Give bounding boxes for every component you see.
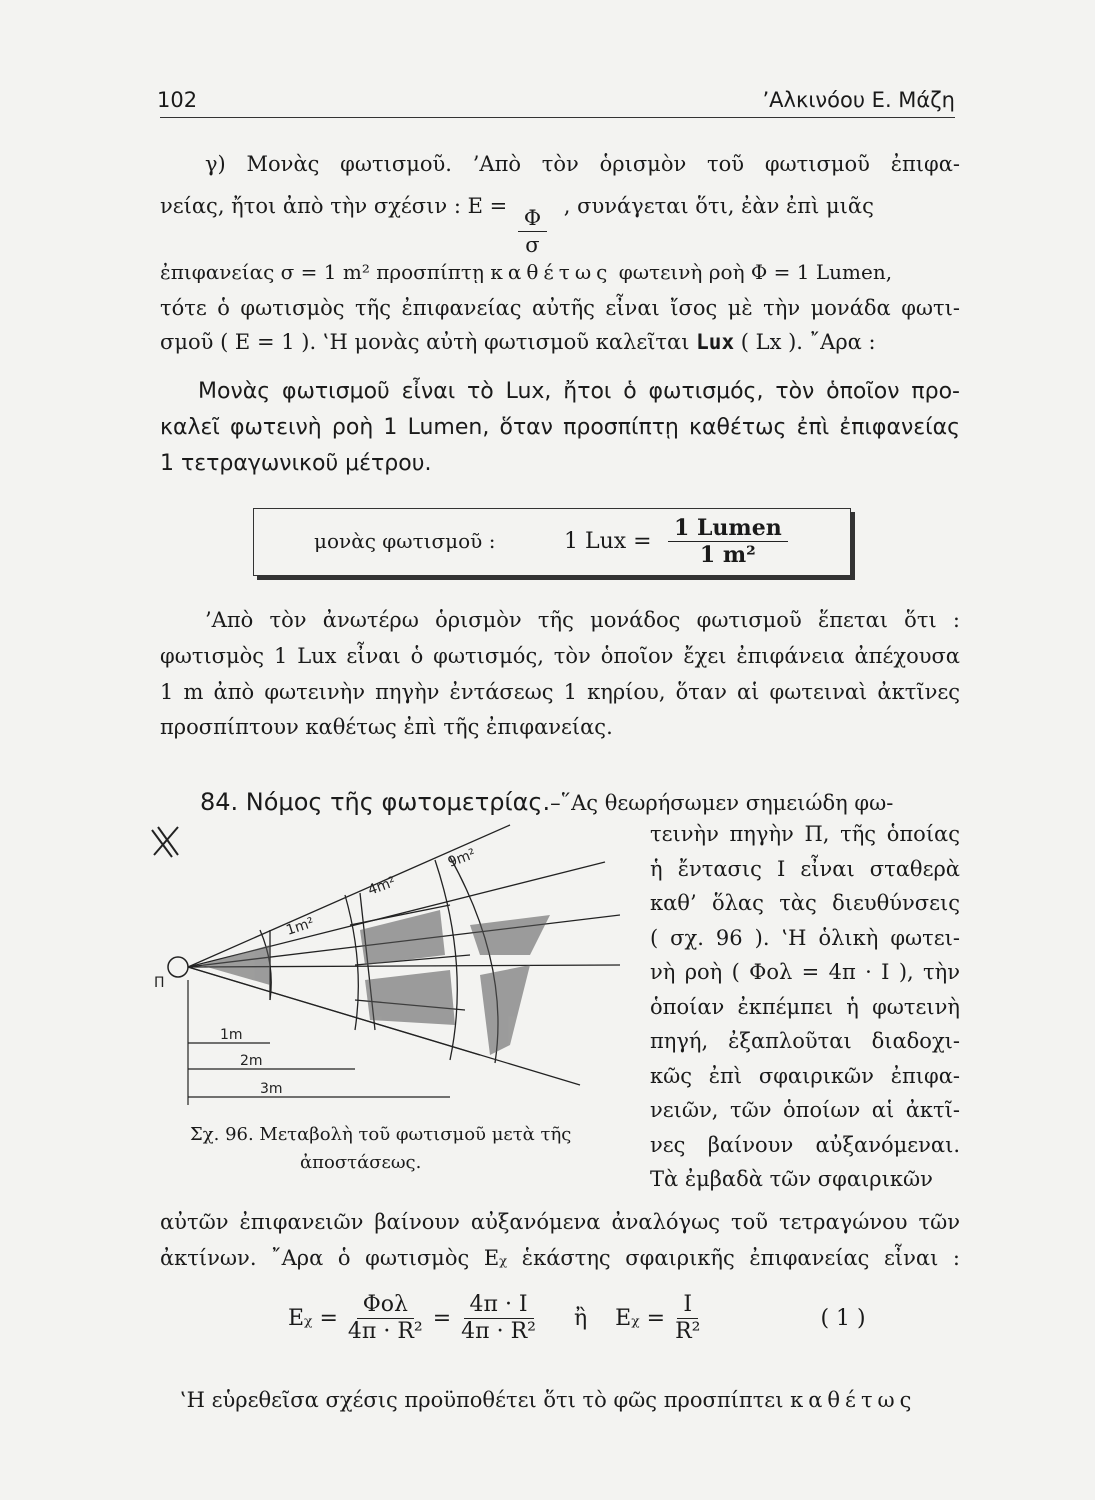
text-segment: σμοῦ ( Ε = 1 ). ‛Η μονὰς αὐτὴ φωτισμοῦ καλεῖται [160, 330, 690, 354]
fraction-denominator: 4π · R² [347, 1319, 423, 1344]
figure-caption-line2: ἀποστάσεως. [300, 1152, 422, 1173]
hatch-region [470, 915, 550, 955]
fraction-denominator: σ [525, 233, 540, 257]
text-segment: ( Lx ). ῎Αρα : [740, 330, 876, 354]
right-column-line: νες βαίνουν αὐξανόμεναι. [650, 1132, 960, 1157]
right-column-line: νὴ ροὴ ( Φολ = 4π · Ι ), τὴν [650, 960, 960, 984]
equation-number: ( 1 ) [820, 1306, 866, 1331]
text-segment: , συνάγεται ὅτι, ἐὰν ἐπὶ μιᾶς [563, 194, 874, 218]
figure-96-diagram [150, 815, 620, 1115]
definition-line2: καλεῖ φωτεινὴ ροὴ 1 Lumen, ὅταν προσπίπτῃ καθέτως ἐπὶ ἐπιφανείας [160, 415, 960, 440]
definition-line3: 1 τετραγωνικοῦ μέτρου. [160, 451, 432, 476]
right-column-line: Τὰ ἐμβαδὰ τῶν σφαιρικῶν [650, 1167, 933, 1191]
formula-lhs: Εᵪ = [615, 1306, 666, 1331]
text-segment: ἐπιφανείας σ = 1 m² προσπίπτῃ [160, 260, 484, 284]
text-segment: νείας, ἤτοι ἀπὸ τὴν σχέσιν : Ε = [160, 194, 508, 218]
label-3m: 3m [260, 1081, 283, 1097]
or-word: ἢ [573, 1306, 588, 1331]
ray [188, 825, 510, 967]
box-fraction [664, 515, 792, 568]
para-after-box-line3: 1 m ἀπὸ φωτεινὴν πηγὴν ἐντάσεως 1 κηρίου, ὅταν αἱ φωτειναὶ ἀκτῖνες [160, 680, 960, 704]
label-source: Π [154, 975, 165, 991]
right-column-line: νειῶν, τῶν ὁποίων αἱ ἀκτῖ- [650, 1098, 960, 1122]
definition-line1: Μονὰς φωτισμοῦ εἶναι τὸ Lux, ἤτοι ὁ φωτισμός, τὸν ὁποῖον προ- [198, 379, 960, 404]
hatch-region [365, 970, 455, 1025]
fraction-numerator: Φ [518, 205, 547, 232]
label-2m: 2m [240, 1053, 263, 1069]
text-segment: –῞Ας θεωρήσωμεν σημειώδη φω- [550, 791, 894, 815]
last-line [180, 1386, 980, 1414]
para-gamma-line5 [160, 328, 960, 356]
para-gamma-line3 [160, 258, 960, 286]
text-segment: ‛Η εὑρεθεῖσα σχέσις προϋποθέτει ὅτι τὸ φῶς προσπίπτει [180, 1388, 784, 1412]
fraction-numerator: 4π · Ι [464, 1292, 534, 1319]
bold-word-lux: Lux [696, 330, 735, 354]
text-segment: φωτεινὴ ροὴ Φ = 1 Lumen, [618, 260, 893, 284]
section-84-line1 [200, 788, 960, 817]
label-1m2: 1m² [284, 914, 317, 939]
label-1m: 1m [220, 1027, 243, 1043]
hatch-region [480, 965, 530, 1055]
spaced-word: καθέτως [790, 1388, 917, 1412]
hatch-region [200, 945, 270, 985]
right-column-line: πηγή, ἐξαπλοῦται διαδοχι- [650, 1029, 960, 1053]
formula-1 [288, 1292, 866, 1345]
section-84-full-line1: αὐτῶν ἐπιφανειῶν βαίνουν αὐξανόμενα ἀναλόγως τοῦ τετραγώνου τῶν [160, 1210, 960, 1234]
header-rule [160, 117, 955, 118]
box-lhs: 1 Lux = [564, 529, 652, 554]
fraction-numerator: Ι [677, 1292, 698, 1319]
right-column-line: ὁποίαν ἐκπέμπει ἡ φωτεινὴ [650, 994, 960, 1019]
equals-sign: = [432, 1306, 452, 1331]
para-after-box-line4: προσπίπτουν καθέτως ἐπὶ τῆς ἐπιφανείας. [160, 715, 613, 739]
para-gamma-line4: τότε ὁ φωτισμὸς τῆς ἐπιφανείας αὐτῆς εἶναι ἴσος μὲ τὴν μονάδα φωτι- [160, 296, 960, 320]
para-after-box-line1: ’Απὸ τὸν ἀνωτέρω ὁρισμὸν τῆς μονάδος φωτισμοῦ ἕπεται ὅτι : [205, 608, 960, 632]
para-gamma-line2 [160, 192, 960, 258]
para-after-box-line2: φωτισμὸς 1 Lux εἶναι ὁ φωτισμός, τὸν ὁποῖον ἔχει ἐπιφάνεια ἀπέχουσα [160, 644, 960, 668]
fraction-numerator: Φολ [357, 1292, 414, 1319]
surface-4m2 [345, 895, 358, 1030]
fraction-phi-sigma [518, 205, 547, 258]
formula-lhs: Εᵪ = [288, 1306, 338, 1331]
section-84-full-line2: ἀκτίνων. ῎Αρα ὁ φωτισμὸς Εᵪ ἑκάστης σφαιρικῆς ἐπιφανείας εἶναι : [160, 1246, 960, 1270]
running-head-author: ’Αλκινόου Ε. Μάζη [762, 88, 955, 112]
label-4m2: 4m² [365, 874, 398, 899]
figure-caption-line1: Σχ. 96. Μεταβολὴ τοῦ φωτισμοῦ μετὰ τῆς [190, 1124, 572, 1145]
hatch-region [360, 910, 445, 965]
right-column-line: ἡ ἔντασις Ι εἶναι σταθερὰ [650, 856, 960, 881]
fraction-numerator: 1 Lumen [668, 515, 788, 542]
box-label: μονὰς φωτισμοῦ : [314, 529, 496, 553]
para-gamma-line1: γ) Μονὰς φωτισμοῦ. ’Απὸ τὸν ὁρισμὸν τοῦ φωτισμοῦ ἐπιφα- [205, 152, 960, 176]
right-column-line: καθ’ ὅλας τὰς διευθύνσεις [650, 891, 960, 915]
page-number: 102 [157, 88, 198, 112]
surface-9m2 [435, 860, 457, 1060]
right-column-line: κῶς ἐπὶ σφαιρικῶν ἐπιφα- [650, 1063, 960, 1088]
right-column-line: ( σχ. 96 ). ‛Η ὁλικὴ φωτει- [650, 925, 960, 950]
fraction-denominator: 4π · R² [461, 1319, 536, 1344]
fraction-denominator: 1 m² [699, 542, 756, 568]
fraction-denominator: R² [675, 1319, 701, 1344]
boxed-formula [253, 508, 851, 576]
lightbulb-icon [168, 957, 188, 977]
spaced-word: καθέτως [490, 260, 613, 284]
right-column-line: τεινὴν πηγὴν Π, τῆς ὁποίας [650, 822, 960, 846]
section-heading: 84. Νόμος τῆς φωτομετρίας. [200, 788, 551, 816]
label-9m2: 9m² [445, 846, 478, 871]
